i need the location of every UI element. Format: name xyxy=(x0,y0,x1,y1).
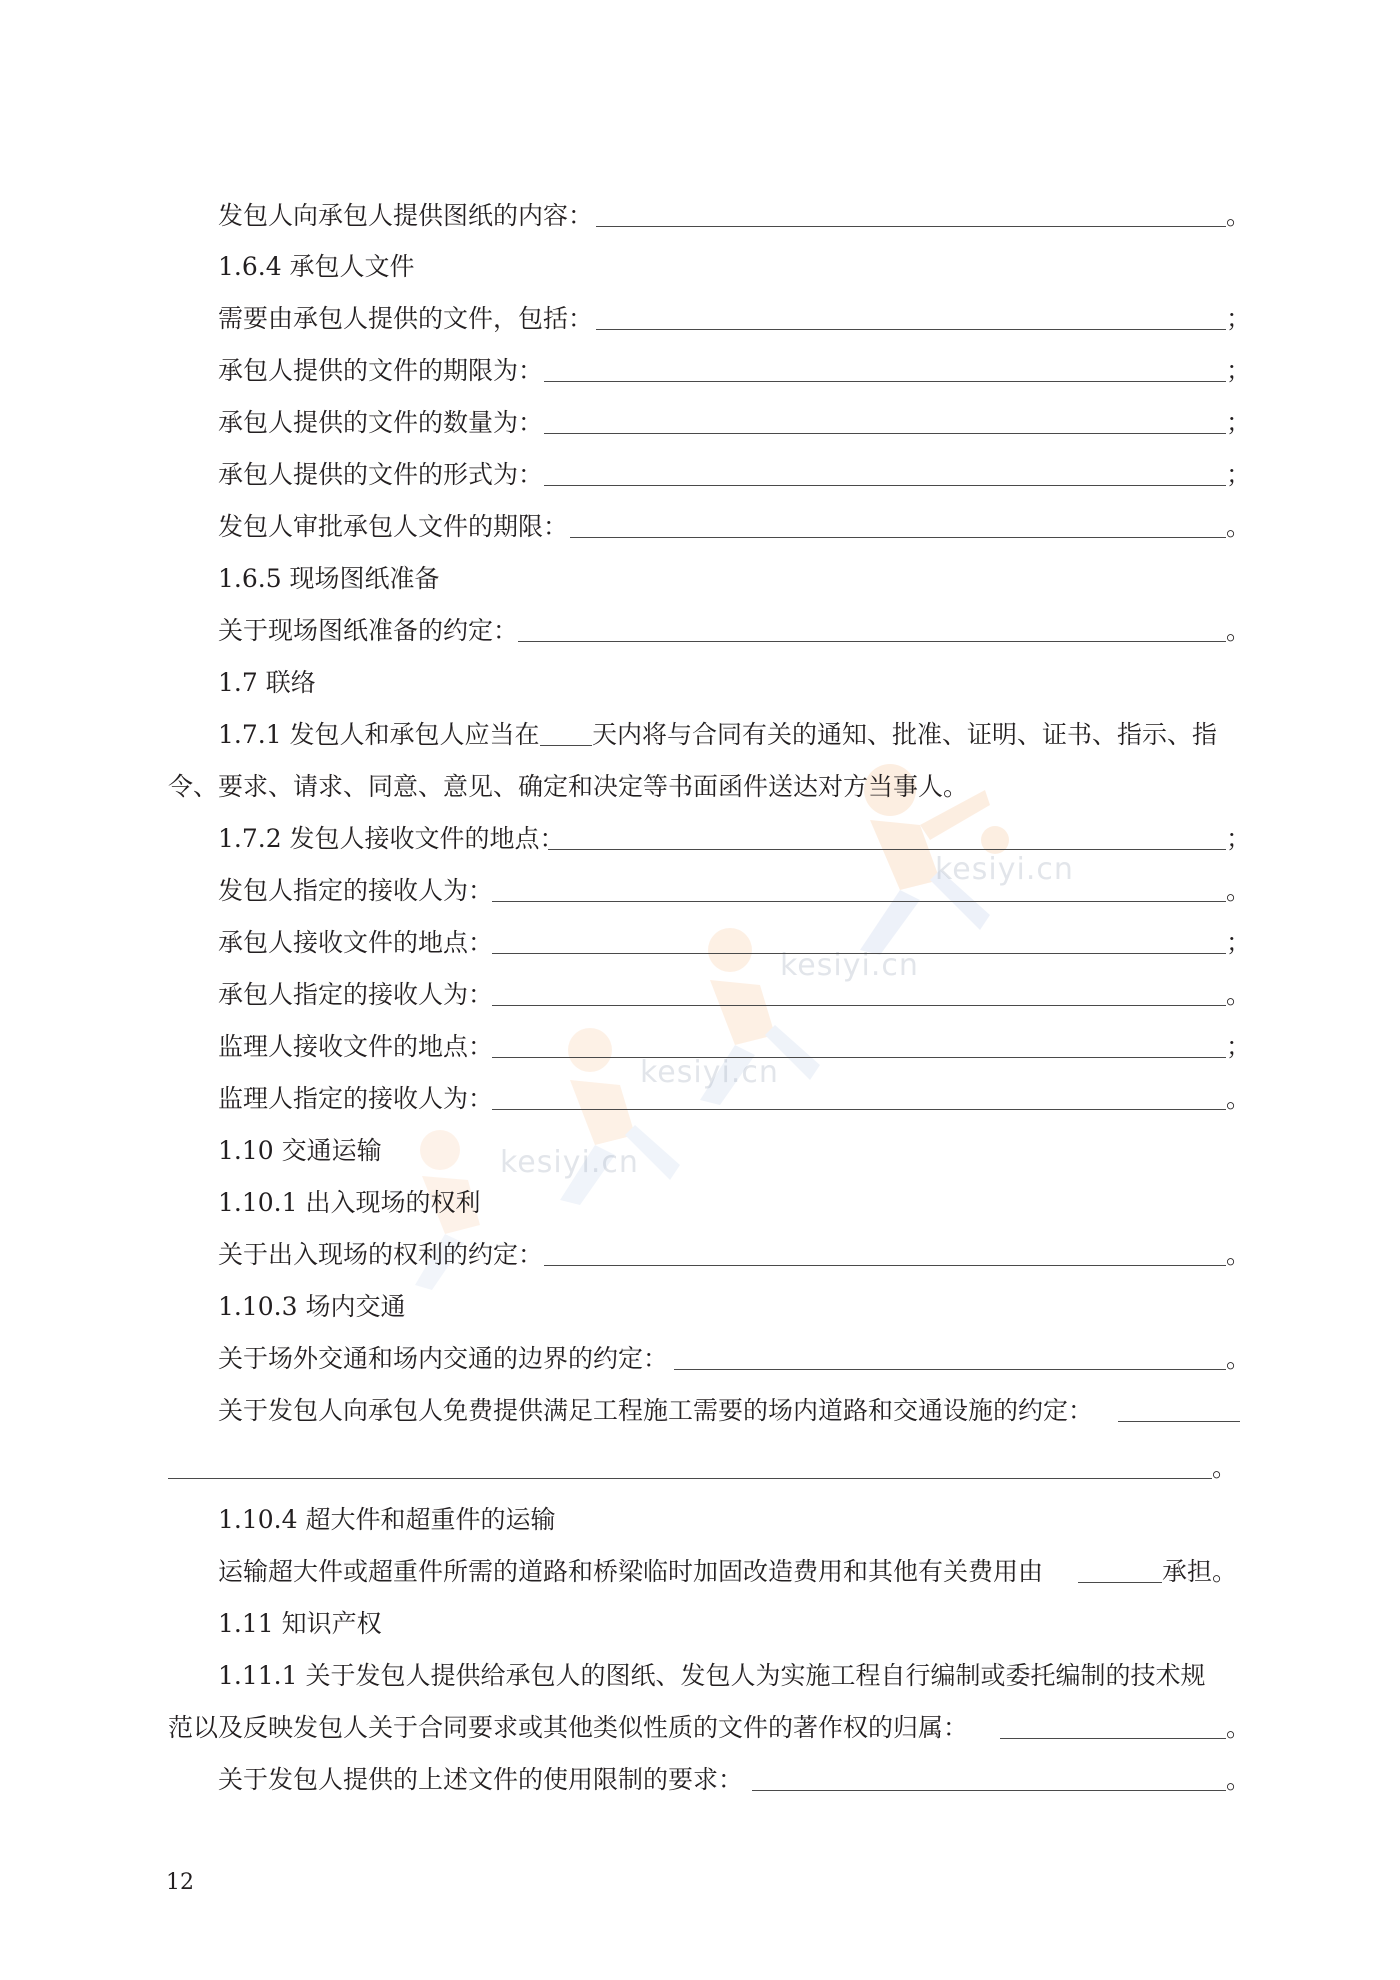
field-label: 监理人指定的接收人为： xyxy=(218,1084,494,1113)
field-line-employer-address xyxy=(0,813,1400,865)
fill-blank[interactable] xyxy=(544,433,1226,434)
field-label: 发包人审批承包人文件的期限： xyxy=(218,512,569,541)
paragraph-text: 1.7.1 发包人和承包人应当在 xyxy=(218,720,540,749)
watermark-text: kesiyi.cn xyxy=(640,1055,779,1090)
paragraph-text: 令、要求、请求、同意、意见、确定和决定等书面函件送达对方当事人。 xyxy=(168,772,969,801)
field-line-approval-period xyxy=(0,501,1400,553)
fill-blank-party[interactable] xyxy=(1078,1582,1162,1583)
field-line-continuation xyxy=(0,1442,1400,1494)
end-punct: 。 xyxy=(1212,1453,1238,1482)
paragraph-line xyxy=(0,1650,1400,1702)
watermark-text: kesiyi.cn xyxy=(935,852,1074,887)
end-punct: ； xyxy=(1226,460,1252,489)
fill-blank[interactable] xyxy=(548,849,1226,850)
field-line-docs-form xyxy=(0,449,1400,501)
heading-text: 1.10.1 出入现场的权利 xyxy=(218,1188,481,1217)
field-label: 需要由承包人提供的文件，包括： xyxy=(218,304,594,333)
fill-blank[interactable] xyxy=(596,226,1226,227)
paragraph-text: 天内将与合同有关的通知、批准、证明、证书、指示、指 xyxy=(592,720,1218,749)
field-line-usage-restriction xyxy=(0,1754,1400,1806)
end-punct: 。 xyxy=(1226,616,1252,645)
fill-blank[interactable] xyxy=(518,641,1226,642)
end-punct: 。 xyxy=(1226,1344,1252,1373)
field-line-docs-period xyxy=(0,345,1400,397)
fill-blank[interactable] xyxy=(168,1478,1212,1479)
end-punct: ； xyxy=(1226,356,1252,385)
heading-text: 1.7 联络 xyxy=(218,668,316,697)
field-label: 关于发包人向承包人免费提供满足工程施工需要的场内道路和交通设施的约定： xyxy=(218,1396,1094,1425)
paragraph-line xyxy=(0,1546,1400,1598)
end-punct: ； xyxy=(1226,928,1252,957)
heading-text: 1.10 交通运输 xyxy=(218,1136,382,1165)
field-label: 承包人接收文件的地点： xyxy=(218,928,494,957)
end-punct: ； xyxy=(1226,1032,1252,1061)
field-line-onsite-roads xyxy=(0,1385,1400,1437)
section-heading xyxy=(0,1494,1400,1546)
field-label: 关于场外交通和场内交通的边界的约定： xyxy=(218,1344,669,1373)
section-heading xyxy=(0,657,1400,709)
fill-blank[interactable] xyxy=(570,537,1226,538)
paragraph-line xyxy=(0,709,1400,761)
section-heading xyxy=(0,241,1400,293)
section-heading xyxy=(0,553,1400,605)
section-heading xyxy=(0,1177,1400,1229)
field-label: 监理人接收文件的地点： xyxy=(218,1032,494,1061)
heading-text: 1.10.4 超大件和超重件的运输 xyxy=(218,1505,556,1534)
paragraph-text: 运输超大件或超重件所需的道路和桥梁临时加固改造费用和其他有关费用由 xyxy=(218,1557,1044,1586)
fill-blank-days[interactable] xyxy=(540,745,592,746)
field-line-docs-quantity xyxy=(0,397,1400,449)
field-line-traffic-boundary xyxy=(0,1333,1400,1385)
watermark-text: kesiyi.cn xyxy=(500,1145,639,1180)
section-heading xyxy=(0,1281,1400,1333)
field-label: 发包人指定的接收人为： xyxy=(218,876,494,905)
field-line-copyright xyxy=(0,1702,1400,1754)
end-punct: ； xyxy=(1226,824,1252,853)
fill-blank[interactable] xyxy=(492,1057,1226,1058)
fill-blank[interactable] xyxy=(544,485,1226,486)
heading-text: 1.10.3 场内交通 xyxy=(218,1292,406,1321)
fill-blank[interactable] xyxy=(544,381,1226,382)
fill-blank[interactable] xyxy=(492,1005,1226,1006)
field-label: 关于发包人提供的上述文件的使用限制的要求： xyxy=(218,1765,744,1794)
paragraph-text: 承担。 xyxy=(1162,1557,1238,1586)
field-label: 关于出入现场的权利的约定： xyxy=(218,1240,544,1269)
fill-blank[interactable] xyxy=(752,1790,1226,1791)
field-line-supervisor-address xyxy=(0,1021,1400,1073)
fill-blank[interactable] xyxy=(596,329,1226,330)
end-punct: 。 xyxy=(1226,980,1252,1009)
end-punct: ； xyxy=(1226,408,1252,437)
field-line-employer-receiver xyxy=(0,865,1400,917)
heading-text: 1.6.5 现场图纸准备 xyxy=(218,564,440,593)
end-punct: 。 xyxy=(1226,1713,1252,1742)
fill-blank[interactable] xyxy=(544,1265,1226,1266)
field-line-contractor-docs xyxy=(0,293,1400,345)
field-label: 承包人提供的文件的数量为： xyxy=(218,408,544,437)
end-punct: 。 xyxy=(1226,1765,1252,1794)
heading-text: 1.6.4 承包人文件 xyxy=(218,252,415,281)
heading-text: 1.11 知识产权 xyxy=(218,1609,382,1638)
section-heading xyxy=(0,1598,1400,1650)
end-punct: 。 xyxy=(1226,201,1252,230)
field-line-contractor-receiver xyxy=(0,969,1400,1021)
field-label: 范以及反映发包人关于合同要求或其他类似性质的文件的著作权的归属： xyxy=(168,1713,969,1742)
field-line-site-drawings xyxy=(0,605,1400,657)
field-label: 发包人向承包人提供图纸的内容： xyxy=(218,201,594,230)
paragraph-line xyxy=(0,761,1400,813)
fill-blank[interactable] xyxy=(492,953,1226,954)
page-number: 12 xyxy=(166,1870,194,1895)
end-punct: ； xyxy=(1226,304,1252,333)
field-line-site-access xyxy=(0,1229,1400,1281)
field-label: 承包人提供的文件的期限为： xyxy=(218,356,544,385)
field-line-drawing-content xyxy=(0,190,1400,242)
end-punct: 。 xyxy=(1226,1084,1252,1113)
fill-blank[interactable] xyxy=(492,901,1226,902)
end-punct: 。 xyxy=(1226,1240,1252,1269)
fill-blank[interactable] xyxy=(1000,1738,1226,1739)
field-label: 承包人指定的接收人为： xyxy=(218,980,494,1009)
end-punct: 。 xyxy=(1226,876,1252,905)
section-heading xyxy=(0,1125,1400,1177)
fill-blank[interactable] xyxy=(492,1109,1226,1110)
field-label: 关于现场图纸准备的约定： xyxy=(218,616,519,645)
fill-blank[interactable] xyxy=(1118,1421,1240,1422)
field-line-supervisor-receiver xyxy=(0,1073,1400,1125)
watermark-text: kesiyi.cn xyxy=(780,948,919,983)
fill-blank[interactable] xyxy=(674,1369,1226,1370)
field-label: 1.7.2 发包人接收文件的地点： xyxy=(218,824,565,853)
field-line-contractor-address xyxy=(0,917,1400,969)
field-label: 承包人提供的文件的形式为： xyxy=(218,460,544,489)
paragraph-text: 1.11.1 关于发包人提供给承包人的图纸、发包人为实施工程自行编制或委托编制的技术规 xyxy=(218,1661,1206,1690)
end-punct: 。 xyxy=(1226,512,1252,541)
